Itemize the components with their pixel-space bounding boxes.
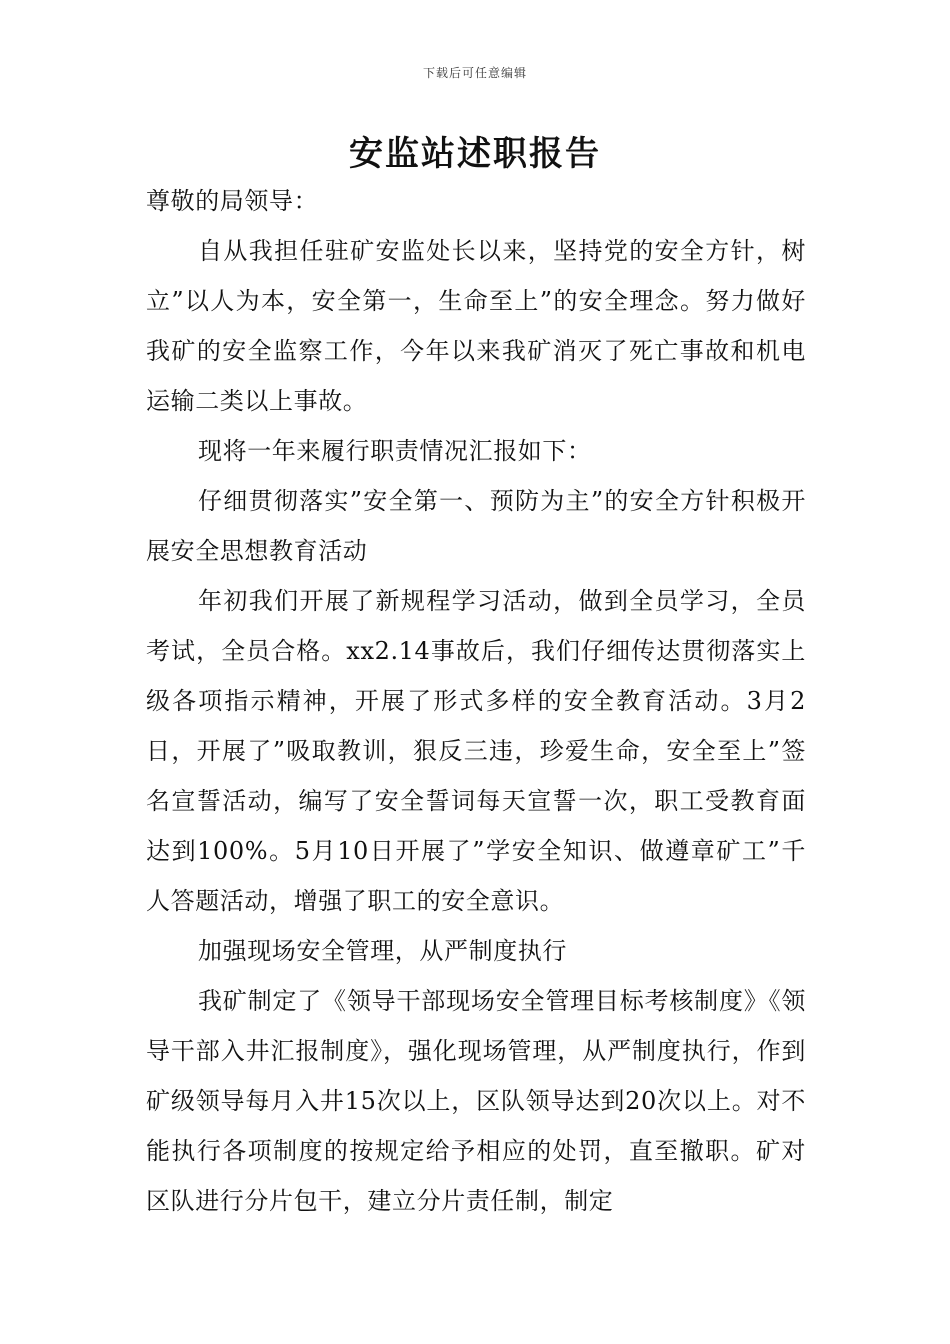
document-title: 安监站述职报告 [349,134,601,174]
paragraph: 我矿制定了《领导干部现场安全管理目标考核制度》《领导干部入井汇报制度》，强化现场管理，从严制度执行，作到矿级领导每月入井15次以上，区队领导达到20次以上。对不能执行各项制度的按规定给予相应的处罚，直至撤职。矿对区队进行分片包干，建立分片责任制，制定 [146,987,806,1215]
paragraph: 自从我担任驻矿安监处长以来，坚持党的安全方针，树立”以人为本，安全第一，生命至上”的安全理念。努力做好我矿的安全监察工作，今年以来我矿消灭了死亡事故和机电运输二类以上事故。 [146,237,806,415]
paragraph: 年初我们开展了新规程学习活动，做到全员学习，全员考试，全员合格。xx2.14事故后，我们仔细传达贯彻落实上级各项指示精神，开展了形式多样的安全教育活动。3月2日，开展了”吸取教训，狠反三违，珍爱生命，安全至上”签名宣誓活动，编写了安全誓词每天宣誓一次，职工受教育面达到100%。5月10日开展了”学安全知识、做遵章矿工”千人答题活动，增强了职工的安全意识。 [146,587,806,915]
section-heading: 加强现场安全管理，从严制度执行 [198,937,567,965]
paragraph: 现将一年来履行职责情况汇报如下： [198,437,592,465]
header-note: 下载后可任意编辑 [422,66,527,80]
salutation: 尊敬的局领导： [146,187,319,215]
document-body [146,176,806,1226]
section-heading: 仔细贯彻落实”安全第一、预防为主”的安全方针积极开展安全思想教育活动 [146,487,806,565]
